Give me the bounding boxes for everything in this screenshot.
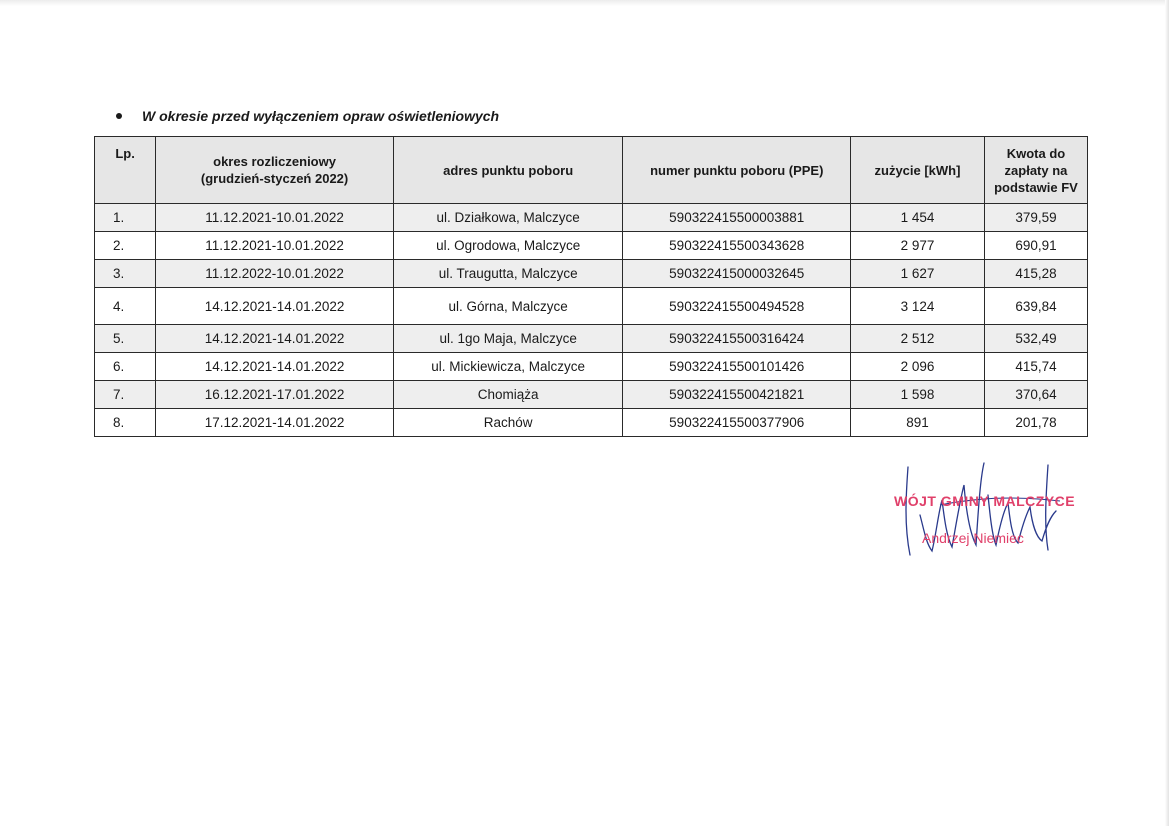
- cell-lp: 4.: [95, 288, 156, 325]
- cell-amount: 690,91: [984, 232, 1087, 260]
- table-row: [95, 409, 1088, 437]
- cell-address: ul. Mickiewicza, Malczyce: [393, 353, 623, 381]
- cell-period: 11.12.2021-10.01.2022: [156, 232, 394, 260]
- header-period-line2: (grudzień-styczeń 2022): [200, 171, 349, 186]
- cell-usage: 2 096: [851, 353, 985, 381]
- cell-period: 17.12.2021-14.01.2022: [156, 409, 394, 437]
- cell-lp: 8.: [95, 409, 156, 437]
- cell-ppe: 590322415500343628: [623, 232, 851, 260]
- cell-ppe: 590322415500494528: [623, 288, 851, 325]
- cell-usage: 1 598: [851, 381, 985, 409]
- cell-amount: 370,64: [984, 381, 1087, 409]
- cell-address: ul. Górna, Malczyce: [393, 288, 623, 325]
- cell-address: Chomiąża: [393, 381, 623, 409]
- section-heading-text: W okresie przed wyłączeniem opraw oświetleniowych: [142, 108, 500, 124]
- stamp-title: WÓJT GMINY MALCZYCE: [894, 493, 1076, 509]
- cell-address: ul. 1go Maja, Malczyce: [393, 325, 623, 353]
- table-row: [95, 204, 1088, 232]
- header-ppe: numer punktu poboru (PPE): [623, 137, 851, 204]
- table-row: [95, 325, 1088, 353]
- cell-ppe: 590322415500421821: [623, 381, 851, 409]
- cell-usage: 3 124: [851, 288, 985, 325]
- cell-period: 14.12.2021-14.01.2022: [156, 288, 394, 325]
- cell-ppe: 590322415500316424: [623, 325, 851, 353]
- header-period: [156, 137, 394, 204]
- header-amount-line1: Kwota do: [1006, 145, 1066, 161]
- cell-period: 14.12.2021-14.01.2022: [156, 325, 394, 353]
- scan-edge-right: [1165, 0, 1169, 826]
- bullet-icon: [116, 113, 122, 119]
- scan-edge-top: [0, 0, 1169, 6]
- cell-lp: 2.: [95, 232, 156, 260]
- cell-period: 11.12.2022-10.01.2022: [156, 260, 394, 288]
- handwritten-signature: [880, 455, 1080, 565]
- section-heading: [116, 108, 499, 124]
- cell-ppe: 590322415500101426: [623, 353, 851, 381]
- cell-address: ul. Działkowa, Malczyce: [393, 204, 623, 232]
- cell-usage: 1 454: [851, 204, 985, 232]
- official-stamp: [880, 455, 1080, 565]
- cell-lp: 7.: [95, 381, 156, 409]
- cell-ppe: 590322415000032645: [623, 260, 851, 288]
- billing-table: [94, 136, 1088, 437]
- cell-amount: 639,84: [984, 288, 1087, 325]
- table-row: [95, 381, 1088, 409]
- cell-period: 11.12.2021-10.01.2022: [156, 204, 394, 232]
- cell-usage: 891: [851, 409, 985, 437]
- header-amount: [984, 137, 1087, 204]
- cell-address: Rachów: [393, 409, 623, 437]
- header-lp: Lp.: [95, 137, 156, 204]
- table-row: [95, 232, 1088, 260]
- cell-usage: 2 977: [851, 232, 985, 260]
- header-address: adres punktu poboru: [393, 137, 623, 204]
- cell-amount: 379,59: [984, 204, 1087, 232]
- header-amount-line3: podstawie FV: [994, 179, 1078, 195]
- table-row: [95, 288, 1088, 325]
- cell-usage: 1 627: [851, 260, 985, 288]
- cell-amount: 532,49: [984, 325, 1087, 353]
- cell-lp: 3.: [95, 260, 156, 288]
- stamp-name: Andrzej Niemiec: [922, 530, 1024, 546]
- cell-period: 16.12.2021-17.01.2022: [156, 381, 394, 409]
- header-usage: zużycie [kWh]: [851, 137, 985, 204]
- cell-amount: 415,74: [984, 353, 1087, 381]
- cell-lp: 6.: [95, 353, 156, 381]
- header-period-line1: okres rozliczeniowy: [213, 154, 336, 169]
- table-row: [95, 260, 1088, 288]
- cell-address: ul. Traugutta, Malczyce: [393, 260, 623, 288]
- cell-lp: 5.: [95, 325, 156, 353]
- cell-ppe: 590322415500377906: [623, 409, 851, 437]
- cell-amount: 201,78: [984, 409, 1087, 437]
- cell-usage: 2 512: [851, 325, 985, 353]
- cell-ppe: 590322415500003881: [623, 204, 851, 232]
- cell-lp: 1.: [95, 204, 156, 232]
- cell-amount: 415,28: [984, 260, 1087, 288]
- table-header-row: [95, 137, 1088, 204]
- table-row: [95, 353, 1088, 381]
- cell-period: 14.12.2021-14.01.2022: [156, 353, 394, 381]
- cell-address: ul. Ogrodowa, Malczyce: [393, 232, 623, 260]
- header-amount-line2: zapłaty na: [1004, 162, 1068, 178]
